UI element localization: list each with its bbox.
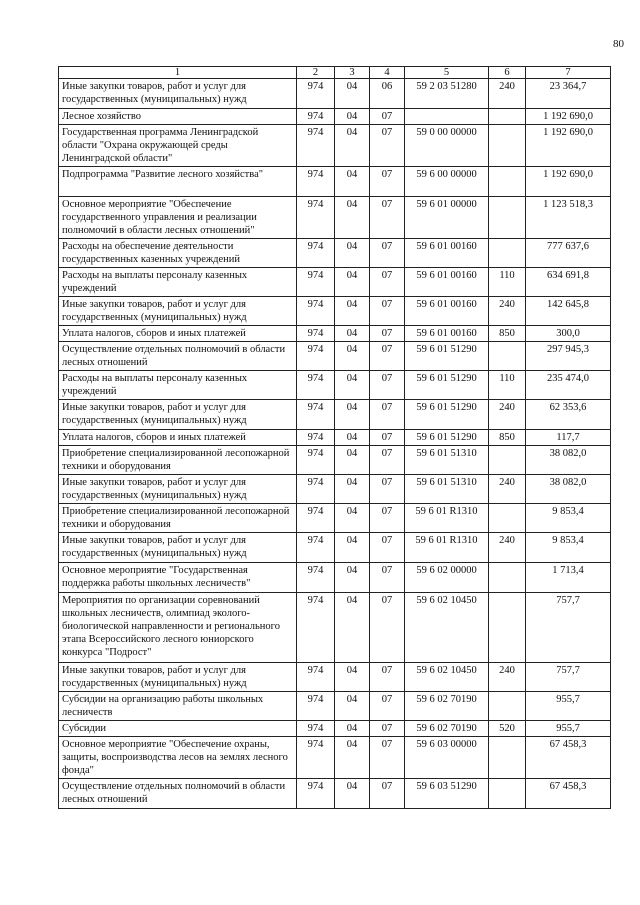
gr-code-cell: 974 — [297, 268, 335, 297]
section-cell: 04 — [335, 197, 370, 239]
section-cell: 04 — [335, 239, 370, 268]
amount-cell: 1 192 690,0 — [526, 109, 611, 125]
table-row — [59, 342, 611, 371]
expense-type-cell: 520 — [489, 721, 526, 737]
column-header: 7 — [526, 67, 611, 79]
subsection-cell: 07 — [370, 430, 405, 446]
amount-cell: 62 353,6 — [526, 400, 611, 430]
subsection-cell: 07 — [370, 563, 405, 593]
row-name-cell: Расходы на выплаты персоналу казенных учреждений — [59, 268, 297, 297]
gr-code-cell: 974 — [297, 446, 335, 475]
target-article-cell: 59 6 01 00160 — [405, 326, 489, 342]
table-row — [59, 475, 611, 504]
subsection-cell: 07 — [370, 371, 405, 400]
gr-code-cell: 974 — [297, 400, 335, 430]
section-cell: 04 — [335, 430, 370, 446]
amount-cell: 1 713,4 — [526, 563, 611, 593]
expense-type-cell — [489, 563, 526, 593]
target-article-cell: 59 0 00 00000 — [405, 125, 489, 167]
table-row — [59, 563, 611, 593]
gr-code-cell: 974 — [297, 779, 335, 809]
subsection-cell: 07 — [370, 692, 405, 721]
target-article-cell — [405, 109, 489, 125]
table-header-row — [59, 67, 611, 79]
subsection-cell: 07 — [370, 268, 405, 297]
section-cell: 04 — [335, 779, 370, 809]
amount-cell: 955,7 — [526, 692, 611, 721]
gr-code-cell: 974 — [297, 430, 335, 446]
table-row — [59, 692, 611, 721]
column-header: 1 — [59, 67, 297, 79]
table-row — [59, 297, 611, 326]
gr-code-cell: 974 — [297, 504, 335, 533]
row-name-cell: Мероприятия по организации соревнований школьных лесничеств, олимпиад эколого-биологической направленности и регионального этапа Всероссийского лесного юниорского конкурса "Подрост" — [59, 593, 297, 663]
amount-cell: 757,7 — [526, 593, 611, 663]
subsection-cell: 06 — [370, 79, 405, 109]
expense-type-cell: 240 — [489, 79, 526, 109]
target-article-cell: 59 6 03 51290 — [405, 779, 489, 809]
subsection-cell: 07 — [370, 533, 405, 563]
amount-cell: 1 192 690,0 — [526, 167, 611, 197]
target-article-cell: 59 6 01 51290 — [405, 430, 489, 446]
table-row — [59, 268, 611, 297]
section-cell: 04 — [335, 504, 370, 533]
page-number: 80 — [613, 38, 624, 50]
subsection-cell: 07 — [370, 475, 405, 504]
expense-type-cell — [489, 342, 526, 371]
row-name-cell: Иные закупки товаров, работ и услуг для государственных (муниципальных) нужд — [59, 79, 297, 109]
target-article-cell: 59 6 01 00000 — [405, 197, 489, 239]
target-article-cell: 59 6 01 51290 — [405, 342, 489, 371]
table-row — [59, 430, 611, 446]
amount-cell: 634 691,8 — [526, 268, 611, 297]
subsection-cell: 07 — [370, 326, 405, 342]
amount-cell: 67 458,3 — [526, 779, 611, 809]
expense-type-cell — [489, 692, 526, 721]
gr-code-cell: 974 — [297, 721, 335, 737]
amount-cell: 142 645,8 — [526, 297, 611, 326]
section-cell: 04 — [335, 371, 370, 400]
target-article-cell: 59 6 01 51310 — [405, 446, 489, 475]
row-name-cell: Подпрограмма "Развитие лесного хозяйства" — [59, 167, 297, 197]
column-header: 5 — [405, 67, 489, 79]
subsection-cell: 07 — [370, 109, 405, 125]
amount-cell: 757,7 — [526, 663, 611, 692]
expense-type-cell — [489, 593, 526, 663]
table-row — [59, 504, 611, 533]
target-article-cell: 59 6 02 70190 — [405, 692, 489, 721]
target-article-cell: 59 6 01 51290 — [405, 400, 489, 430]
expense-type-cell: 240 — [489, 663, 526, 692]
section-cell: 04 — [335, 593, 370, 663]
table-row — [59, 533, 611, 563]
table-row — [59, 779, 611, 809]
subsection-cell: 07 — [370, 663, 405, 692]
amount-cell: 67 458,3 — [526, 737, 611, 779]
subsection-cell: 07 — [370, 721, 405, 737]
row-name-cell: Расходы на обеспечение деятельности государственных казенных учреждений — [59, 239, 297, 268]
row-name-cell: Осуществление отдельных полномочий в области лесных отношений — [59, 779, 297, 809]
gr-code-cell: 974 — [297, 593, 335, 663]
row-name-cell: Основное мероприятие "Обеспечение охраны, защиты, воспроизводства лесов на землях лесного фонда" — [59, 737, 297, 779]
subsection-cell: 07 — [370, 342, 405, 371]
expense-type-cell: 240 — [489, 297, 526, 326]
column-header: 6 — [489, 67, 526, 79]
expense-type-cell — [489, 446, 526, 475]
subsection-cell: 07 — [370, 125, 405, 167]
row-name-cell: Субсидии на организацию работы школьных лесничеств — [59, 692, 297, 721]
table-row — [59, 326, 611, 342]
row-name-cell: Иные закупки товаров, работ и услуг для государственных (муниципальных) нужд — [59, 400, 297, 430]
target-article-cell: 59 2 03 51280 — [405, 79, 489, 109]
target-article-cell: 59 6 01 00160 — [405, 239, 489, 268]
gr-code-cell: 974 — [297, 239, 335, 268]
section-cell: 04 — [335, 297, 370, 326]
target-article-cell: 59 6 01 R1310 — [405, 504, 489, 533]
gr-code-cell: 974 — [297, 663, 335, 692]
expense-type-cell — [489, 504, 526, 533]
gr-code-cell: 974 — [297, 475, 335, 504]
gr-code-cell: 974 — [297, 167, 335, 197]
subsection-cell: 07 — [370, 779, 405, 809]
amount-cell: 9 853,4 — [526, 504, 611, 533]
section-cell: 04 — [335, 475, 370, 504]
subsection-cell: 07 — [370, 297, 405, 326]
expense-type-cell — [489, 737, 526, 779]
section-cell: 04 — [335, 663, 370, 692]
row-name-cell: Основное мероприятие "Государственная поддержка работы школьных лесничеств" — [59, 563, 297, 593]
section-cell: 04 — [335, 342, 370, 371]
row-name-cell: Осуществление отдельных полномочий в области лесных отношений — [59, 342, 297, 371]
row-name-cell: Уплата налогов, сборов и иных платежей — [59, 326, 297, 342]
row-name-cell: Приобретение специализированной лесопожарной техники и оборудования — [59, 504, 297, 533]
subsection-cell: 07 — [370, 737, 405, 779]
target-article-cell: 59 6 03 00000 — [405, 737, 489, 779]
target-article-cell: 59 6 01 00160 — [405, 297, 489, 326]
row-name-cell: Уплата налогов, сборов и иных платежей — [59, 430, 297, 446]
target-article-cell: 59 6 00 00000 — [405, 167, 489, 197]
gr-code-cell: 974 — [297, 533, 335, 563]
gr-code-cell: 974 — [297, 197, 335, 239]
target-article-cell: 59 6 02 10450 — [405, 593, 489, 663]
table-row — [59, 446, 611, 475]
table-row — [59, 79, 611, 109]
section-cell: 04 — [335, 737, 370, 779]
section-cell: 04 — [335, 167, 370, 197]
table-row — [59, 737, 611, 779]
expense-type-cell: 110 — [489, 268, 526, 297]
section-cell: 04 — [335, 446, 370, 475]
section-cell: 04 — [335, 326, 370, 342]
row-name-cell: Иные закупки товаров, работ и услуг для государственных (муниципальных) нужд — [59, 475, 297, 504]
section-cell: 04 — [335, 400, 370, 430]
section-cell: 04 — [335, 79, 370, 109]
table-row — [59, 593, 611, 663]
target-article-cell: 59 6 01 00160 — [405, 268, 489, 297]
table-row — [59, 400, 611, 430]
expense-type-cell: 240 — [489, 400, 526, 430]
section-cell: 04 — [335, 533, 370, 563]
section-cell: 04 — [335, 125, 370, 167]
budget-table — [58, 66, 611, 809]
subsection-cell: 07 — [370, 504, 405, 533]
amount-cell: 1 123 518,3 — [526, 197, 611, 239]
table-row — [59, 371, 611, 400]
table-row — [59, 197, 611, 239]
amount-cell: 297 945,3 — [526, 342, 611, 371]
column-header: 2 — [297, 67, 335, 79]
expense-type-cell: 110 — [489, 371, 526, 400]
gr-code-cell: 974 — [297, 737, 335, 779]
table-row — [59, 721, 611, 737]
amount-cell: 955,7 — [526, 721, 611, 737]
row-name-cell: Государственная программа Ленинградской области "Охрана окружающей среды Ленинградской области" — [59, 125, 297, 167]
subsection-cell: 07 — [370, 400, 405, 430]
gr-code-cell: 974 — [297, 79, 335, 109]
section-cell: 04 — [335, 563, 370, 593]
expense-type-cell — [489, 125, 526, 167]
subsection-cell: 07 — [370, 593, 405, 663]
expense-type-cell: 850 — [489, 326, 526, 342]
table-row — [59, 125, 611, 167]
target-article-cell: 59 6 01 R1310 — [405, 533, 489, 563]
amount-cell: 300,0 — [526, 326, 611, 342]
gr-code-cell: 974 — [297, 371, 335, 400]
table-row — [59, 109, 611, 125]
subsection-cell: 07 — [370, 239, 405, 268]
gr-code-cell: 974 — [297, 326, 335, 342]
amount-cell: 777 637,6 — [526, 239, 611, 268]
row-name-cell: Иные закупки товаров, работ и услуг для государственных (муниципальных) нужд — [59, 663, 297, 692]
expense-type-cell — [489, 167, 526, 197]
section-cell: 04 — [335, 692, 370, 721]
amount-cell: 38 082,0 — [526, 475, 611, 504]
row-name-cell: Приобретение специализированной лесопожарной техники и оборудования — [59, 446, 297, 475]
target-article-cell: 59 6 01 51290 — [405, 371, 489, 400]
amount-cell: 9 853,4 — [526, 533, 611, 563]
row-name-cell: Иные закупки товаров, работ и услуг для государственных (муниципальных) нужд — [59, 297, 297, 326]
table-row — [59, 167, 611, 197]
expense-type-cell: 240 — [489, 475, 526, 504]
expense-type-cell: 240 — [489, 533, 526, 563]
amount-cell: 1 192 690,0 — [526, 125, 611, 167]
section-cell: 04 — [335, 721, 370, 737]
gr-code-cell: 974 — [297, 563, 335, 593]
table-row — [59, 239, 611, 268]
subsection-cell: 07 — [370, 446, 405, 475]
target-article-cell: 59 6 01 51310 — [405, 475, 489, 504]
expense-type-cell — [489, 239, 526, 268]
row-name-cell: Основное мероприятие "Обеспечение государственного управления и реализации полномочий в области лесных отношений" — [59, 197, 297, 239]
table-row — [59, 663, 611, 692]
target-article-cell: 59 6 02 10450 — [405, 663, 489, 692]
gr-code-cell: 974 — [297, 125, 335, 167]
row-name-cell: Иные закупки товаров, работ и услуг для государственных (муниципальных) нужд — [59, 533, 297, 563]
gr-code-cell: 974 — [297, 692, 335, 721]
section-cell: 04 — [335, 268, 370, 297]
expense-type-cell — [489, 109, 526, 125]
expense-type-cell — [489, 197, 526, 239]
amount-cell: 23 364,7 — [526, 79, 611, 109]
column-header: 4 — [370, 67, 405, 79]
gr-code-cell: 974 — [297, 109, 335, 125]
amount-cell: 38 082,0 — [526, 446, 611, 475]
expense-type-cell: 850 — [489, 430, 526, 446]
amount-cell: 235 474,0 — [526, 371, 611, 400]
gr-code-cell: 974 — [297, 297, 335, 326]
row-name-cell: Лесное хозяйство — [59, 109, 297, 125]
section-cell: 04 — [335, 109, 370, 125]
column-header: 3 — [335, 67, 370, 79]
expense-type-cell — [489, 779, 526, 809]
target-article-cell: 59 6 02 00000 — [405, 563, 489, 593]
row-name-cell: Субсидии — [59, 721, 297, 737]
subsection-cell: 07 — [370, 167, 405, 197]
table-body — [59, 79, 611, 809]
subsection-cell: 07 — [370, 197, 405, 239]
row-name-cell: Расходы на выплаты персоналу казенных учреждений — [59, 371, 297, 400]
gr-code-cell: 974 — [297, 342, 335, 371]
target-article-cell: 59 6 02 70190 — [405, 721, 489, 737]
amount-cell: 117,7 — [526, 430, 611, 446]
